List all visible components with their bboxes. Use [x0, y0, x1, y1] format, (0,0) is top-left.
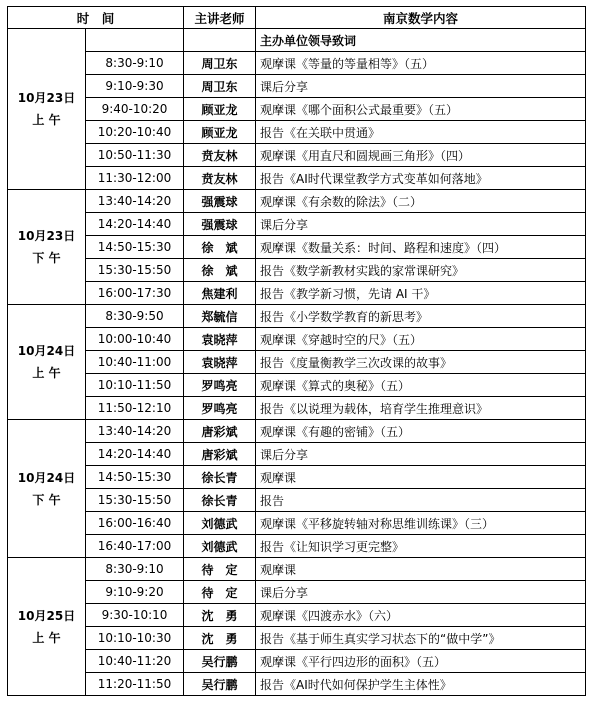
teacher-name: 顾亚龙 [184, 121, 256, 144]
session-content: 观摩课《算式的奥秘》（五） [256, 374, 586, 397]
schedule-table [7, 6, 586, 696]
time-slot: 11:20-11:50 [86, 673, 184, 696]
schedule-row [8, 443, 586, 466]
time-slot: 16:00-16:40 [86, 512, 184, 535]
session-content: 观摩课《哪个面积公式最重要》（五） [256, 98, 586, 121]
teacher-name: 袁晓萍 [184, 351, 256, 374]
time-slot: 9:40-10:20 [86, 98, 184, 121]
schedule-row [8, 351, 586, 374]
time-slot: 10:10-11:50 [86, 374, 184, 397]
time-slot: 16:00-17:30 [86, 282, 184, 305]
teacher-name: 罗鸣亮 [184, 374, 256, 397]
opening-row [8, 29, 586, 52]
schedule-row [8, 52, 586, 75]
session-content: 报告《AI时代课堂教学方式变革如何落地》 [256, 167, 586, 190]
teacher-name: 沈 勇 [184, 604, 256, 627]
session-content: 报告《AI时代如何保护学生主体性》 [256, 673, 586, 696]
session-content: 观摩课《穿越时空的尺》（五） [256, 328, 586, 351]
session-day: 10月25日 [17, 608, 76, 623]
schedule-row [8, 213, 586, 236]
time-slot: 10:50-11:30 [86, 144, 184, 167]
session-half: 上 午 [32, 113, 61, 127]
teacher-name: 待 定 [184, 558, 256, 581]
time-slot: 11:50-12:10 [86, 397, 184, 420]
empty-cell [184, 29, 256, 52]
time-slot: 11:30-12:00 [86, 167, 184, 190]
schedule-row [8, 535, 586, 558]
time-slot: 15:30-15:50 [86, 259, 184, 282]
session-content: 观摩课《有余数的除法》（二） [256, 190, 586, 213]
time-slot: 8:30-9:10 [86, 558, 184, 581]
time-slot: 13:40-14:20 [86, 420, 184, 443]
teacher-name: 周卫东 [184, 52, 256, 75]
schedule-row [8, 397, 586, 420]
teacher-name: 待 定 [184, 581, 256, 604]
schedule-row [8, 144, 586, 167]
teacher-name: 罗鸣亮 [184, 397, 256, 420]
teacher-name: 刘德武 [184, 512, 256, 535]
teacher-name: 徐 斌 [184, 259, 256, 282]
header-content: 南京数学内容 [256, 7, 586, 29]
schedule-row [8, 167, 586, 190]
time-slot: 9:30-10:10 [86, 604, 184, 627]
session-content: 观摩课 [256, 466, 586, 489]
time-slot: 10:00-10:40 [86, 328, 184, 351]
session-content: 课后分享 [256, 213, 586, 236]
teacher-name: 吴行鹏 [184, 673, 256, 696]
schedule-row [8, 466, 586, 489]
session-day: 10月23日 [17, 229, 76, 243]
opening-speech: 主办单位领导致词 [256, 29, 586, 52]
schedule-row [8, 374, 586, 397]
schedule-row [8, 305, 586, 328]
teacher-name: 贲友林 [184, 167, 256, 190]
session-content: 观摩课《等量的等量相等》（五） [256, 52, 586, 75]
session-content: 报告《度量衡教学三次改课的故事》 [256, 351, 586, 374]
schedule-row [8, 98, 586, 121]
time-slot: 14:20-14:40 [86, 443, 184, 466]
schedule-row [8, 558, 586, 581]
teacher-name: 唐彩斌 [184, 420, 256, 443]
schedule-row [8, 121, 586, 144]
session-content: 观摩课 [256, 558, 586, 581]
schedule-row [8, 282, 586, 305]
time-slot: 14:50-15:30 [86, 466, 184, 489]
session-half: 下 午 [32, 251, 61, 265]
time-slot: 15:30-15:50 [86, 489, 184, 512]
header-teacher: 主讲老师 [184, 7, 256, 29]
time-slot: 10:40-11:00 [86, 351, 184, 374]
time-slot: 9:10-9:30 [86, 75, 184, 98]
teacher-name: 周卫东 [184, 75, 256, 98]
schedule-row [8, 75, 586, 98]
session-half: 上 午 [32, 630, 61, 645]
teacher-name: 顾亚龙 [184, 98, 256, 121]
schedule-row [8, 328, 586, 351]
time-slot: 10:40-11:20 [86, 650, 184, 673]
header-time: 时 间 [8, 7, 184, 29]
teacher-name: 强震球 [184, 190, 256, 213]
teacher-name: 徐长青 [184, 489, 256, 512]
schedule-row [8, 489, 586, 512]
session-day-cell [8, 29, 86, 190]
session-content: 观摩课《数量关系：时间、路程和速度》（四） [256, 236, 586, 259]
session-day: 10月24日 [17, 344, 76, 358]
session-content: 观摩课《有趣的密铺》（五） [256, 420, 586, 443]
teacher-name: 唐彩斌 [184, 443, 256, 466]
session-content: 课后分享 [256, 75, 586, 98]
teacher-name: 焦建利 [184, 282, 256, 305]
session-day-cell [8, 190, 86, 305]
schedule-row [8, 650, 586, 673]
schedule-body [8, 29, 586, 696]
schedule-row [8, 627, 586, 650]
teacher-name: 徐长青 [184, 466, 256, 489]
schedule-row [8, 673, 586, 696]
session-content: 报告《在关联中贯通》 [256, 121, 586, 144]
schedule-row [8, 259, 586, 282]
teacher-name: 吴行鹏 [184, 650, 256, 673]
time-slot: 10:20-10:40 [86, 121, 184, 144]
schedule-row [8, 190, 586, 213]
teacher-name: 强震球 [184, 213, 256, 236]
header-row [8, 7, 586, 29]
session-half: 上 午 [32, 366, 61, 380]
session-day-cell [8, 558, 86, 696]
session-day-cell [8, 420, 86, 558]
teacher-name: 袁晓萍 [184, 328, 256, 351]
session-content: 报告《小学数学教育的新思考》 [256, 305, 586, 328]
session-content: 报告《数学新教材实践的家常课研究》 [256, 259, 586, 282]
session-content: 观摩课《平移旋转轴对称思维训练课》（三） [256, 512, 586, 535]
session-content: 课后分享 [256, 581, 586, 604]
session-content: 报告《教学新习惯，先请 AI 干》 [256, 282, 586, 305]
session-content: 报告 [256, 489, 586, 512]
schedule-row [8, 581, 586, 604]
teacher-name: 郑毓信 [184, 305, 256, 328]
teacher-name: 贲友林 [184, 144, 256, 167]
teacher-name: 徐 斌 [184, 236, 256, 259]
session-content: 观摩课《平行四边形的面积》（五） [256, 650, 586, 673]
session-content: 课后分享 [256, 443, 586, 466]
session-content: 观摩课《四渡赤水》（六） [256, 604, 586, 627]
time-slot: 14:20-14:40 [86, 213, 184, 236]
time-slot: 13:40-14:20 [86, 190, 184, 213]
session-content: 报告《以说理为载体，培育学生推理意识》 [256, 397, 586, 420]
time-slot: 8:30-9:10 [86, 52, 184, 75]
empty-cell [86, 29, 184, 52]
session-half: 下 午 [32, 492, 61, 507]
session-content: 观摩课《用直尺和圆规画三角形》（四） [256, 144, 586, 167]
session-day: 10月24日 [17, 470, 76, 485]
session-content: 报告《让知识学习更完整》 [256, 535, 586, 558]
schedule-row [8, 236, 586, 259]
session-content: 报告《基于师生真实学习状态下的“做中学”》 [256, 627, 586, 650]
session-day-cell [8, 305, 86, 420]
schedule-row [8, 420, 586, 443]
teacher-name: 刘德武 [184, 535, 256, 558]
schedule-row [8, 512, 586, 535]
teacher-name: 沈 勇 [184, 627, 256, 650]
time-slot: 16:40-17:00 [86, 535, 184, 558]
time-slot: 14:50-15:30 [86, 236, 184, 259]
schedule-row [8, 604, 586, 627]
time-slot: 8:30-9:50 [86, 305, 184, 328]
session-day: 10月23日 [17, 91, 76, 105]
time-slot: 9:10-9:20 [86, 581, 184, 604]
time-slot: 10:10-10:30 [86, 627, 184, 650]
